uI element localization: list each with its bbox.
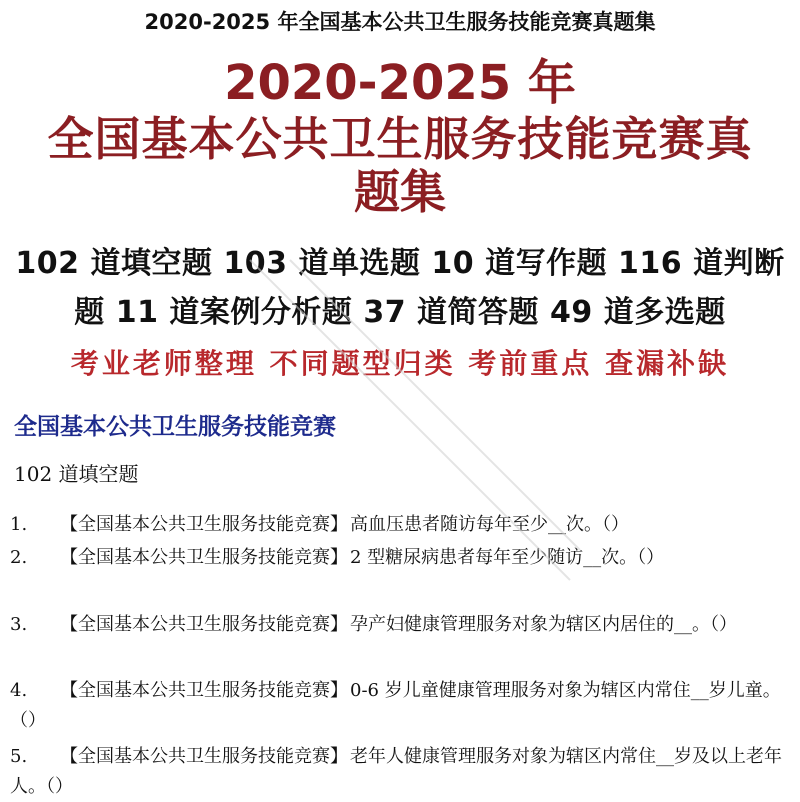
question-text: 0-6 岁儿童健康管理服务对象为辖区内常住__岁儿童。（） (10, 680, 781, 731)
section-heading: 全国基本公共卫生服务技能竞赛 (14, 414, 336, 440)
question-tag: 【全国基本公共卫生服务技能竞赛】 (60, 680, 348, 701)
question-tag: 【全国基本公共卫生服务技能竞赛】 (60, 514, 348, 535)
header-title: 2020-2025 年全国基本公共卫生服务技能竞赛真题集 (144, 10, 656, 34)
question-item (10, 510, 790, 540)
question-item (10, 543, 790, 573)
question-text: 老年人健康管理服务对象为辖区内常住__岁及以上老年人。（） (10, 746, 782, 797)
question-text: 孕产妇健康管理服务对象为辖区内居住的__。（） (350, 614, 737, 635)
question-summary-line-1: 102 道填空题 103 道单选题 10 道写作题 116 道判断 (15, 246, 785, 281)
question-item (10, 676, 790, 736)
question-number: 2. (10, 547, 28, 568)
question-number: 4. (10, 680, 28, 701)
main-title-line-2: 全国基本公共卫生服务技能竞赛真 (47, 112, 753, 166)
question-tag: 【全国基本公共卫生服务技能竞赛】 (60, 614, 348, 635)
main-title-line-1: 2020-2025 年 (224, 55, 576, 111)
question-number: 3. (10, 614, 28, 635)
question-text: 高血压患者随访每年至少__次。（） (350, 514, 629, 535)
question-number: 1. (10, 514, 28, 535)
question-item (10, 610, 790, 640)
slogan: 考业老师整理 不同题型归类 考前重点 查漏补缺 (70, 347, 730, 380)
subheading-fill-in-blank: 102 道填空题 (14, 462, 139, 486)
question-text: 2 型糖尿病患者每年至少随访__次。（） (350, 547, 665, 568)
question-summary-line-2: 题 11 道案例分析题 37 道简答题 49 道多选题 (74, 295, 726, 330)
question-tag: 【全国基本公共卫生服务技能竞赛】 (60, 746, 348, 767)
question-tag: 【全国基本公共卫生服务技能竞赛】 (60, 547, 348, 568)
main-title-line-3: 题集 (354, 165, 446, 219)
question-number: 5. (10, 746, 28, 767)
question-item (10, 742, 790, 802)
